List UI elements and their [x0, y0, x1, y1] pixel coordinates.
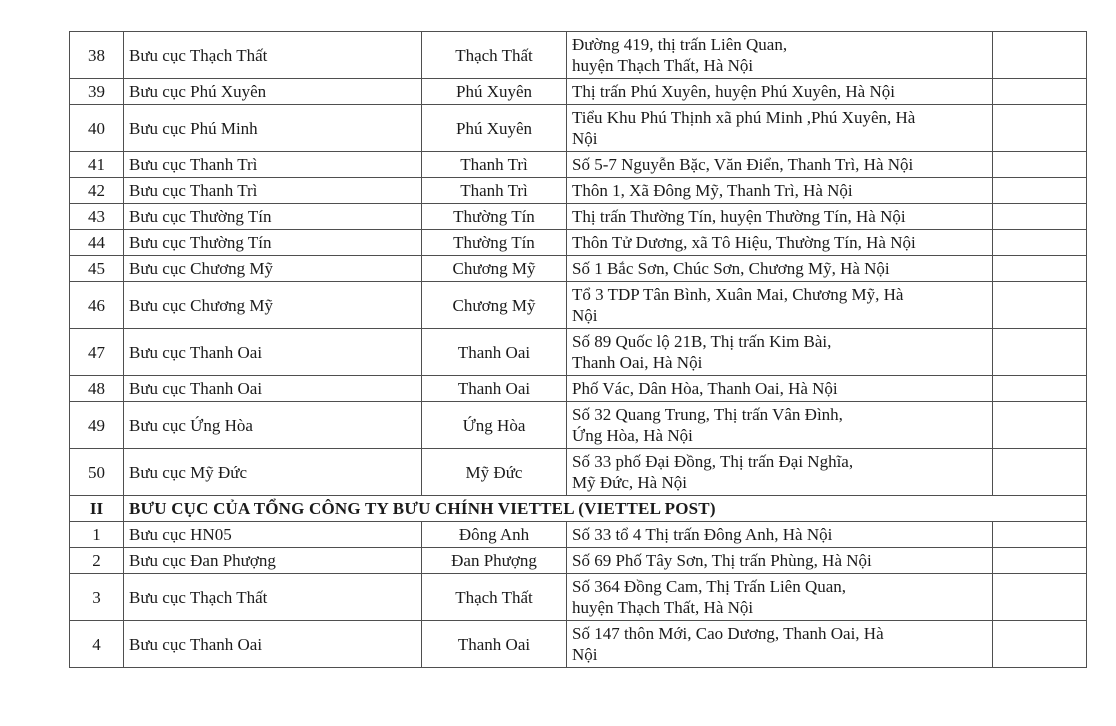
- office-name-cell: Bưu cục Thường Tín: [124, 230, 422, 256]
- row-number-cell: 48: [70, 376, 124, 402]
- office-name-cell: Bưu cục Thanh Trì: [124, 152, 422, 178]
- address-cell: [567, 152, 993, 178]
- address-line: huyện Thạch Thất, Hà Nội: [572, 598, 754, 617]
- notes-cell: [993, 152, 1087, 178]
- notes-cell: [993, 621, 1087, 668]
- office-name-cell: Bưu cục Phú Xuyên: [124, 79, 422, 105]
- address-line: Số 1 Bắc Sơn, Chúc Sơn, Chương Mỹ, Hà Nội: [572, 259, 890, 278]
- district-cell: Thạch Thất: [422, 574, 567, 621]
- address-line: Số 69 Phố Tây Sơn, Thị trấn Phùng, Hà Nội: [572, 551, 872, 570]
- notes-cell: [993, 376, 1087, 402]
- notes-cell: [993, 449, 1087, 496]
- table-row: [70, 32, 1087, 79]
- district-cell: Thường Tín: [422, 204, 567, 230]
- address-line: Số 32 Quang Trung, Thị trấn Vân Đình,: [572, 405, 843, 424]
- office-name-cell: Bưu cục Thạch Thất: [124, 574, 422, 621]
- district-cell: Phú Xuyên: [422, 105, 567, 152]
- notes-cell: [993, 282, 1087, 329]
- notes-cell: [993, 204, 1087, 230]
- office-name-cell: Bưu cục HN05: [124, 522, 422, 548]
- row-number-cell: 49: [70, 402, 124, 449]
- address-line: Số 147 thôn Mới, Cao Dương, Thanh Oai, Hà: [572, 624, 884, 643]
- address-line: Số 33 phố Đại Đồng, Thị trấn Đại Nghĩa,: [572, 452, 854, 471]
- post-office-table-body: [70, 32, 1087, 668]
- office-name-cell: Bưu cục Thanh Oai: [124, 329, 422, 376]
- address-line: Tổ 3 TDP Tân Bình, Xuân Mai, Chương Mỹ, Hà: [572, 285, 904, 304]
- table-row: [70, 522, 1087, 548]
- notes-cell: [993, 79, 1087, 105]
- post-office-table: [69, 31, 1087, 668]
- address-cell: [567, 376, 993, 402]
- district-cell: Thanh Trì: [422, 178, 567, 204]
- address-line: Số 89 Quốc lộ 21B, Thị trấn Kim Bài,: [572, 332, 832, 351]
- row-number-cell: 43: [70, 204, 124, 230]
- row-number-cell: 41: [70, 152, 124, 178]
- notes-cell: [993, 329, 1087, 376]
- row-number-cell: 46: [70, 282, 124, 329]
- address-line: Đường 419, thị trấn Liên Quan,: [572, 35, 788, 54]
- address-line: Phố Vác, Dân Hòa, Thanh Oai, Hà Nội: [572, 379, 838, 398]
- table-row: [70, 79, 1087, 105]
- row-number-cell: 3: [70, 574, 124, 621]
- table-row: [70, 204, 1087, 230]
- address-line: Thôn 1, Xã Đông Mỹ, Thanh Trì, Hà Nội: [572, 181, 853, 200]
- district-cell: Chương Mỹ: [422, 282, 567, 329]
- notes-cell: [993, 548, 1087, 574]
- address-line: Nội: [572, 129, 598, 148]
- address-line: Ứng Hòa, Hà Nội: [572, 426, 693, 445]
- address-line: Nội: [572, 306, 598, 325]
- address-line: Tiểu Khu Phú Thịnh xã phú Minh ,Phú Xuyên, Hà: [572, 108, 916, 127]
- notes-cell: [993, 402, 1087, 449]
- row-number-cell: 42: [70, 178, 124, 204]
- table-row: [70, 329, 1087, 376]
- address-cell: [567, 548, 993, 574]
- table-row: [70, 449, 1087, 496]
- address-cell: [567, 256, 993, 282]
- district-cell: Chương Mỹ: [422, 256, 567, 282]
- address-line: Số 5-7 Nguyễn Bặc, Văn Điển, Thanh Trì, Hà Nội: [572, 155, 914, 174]
- row-number-cell: 50: [70, 449, 124, 496]
- office-name-cell: Bưu cục Mỹ Đức: [124, 449, 422, 496]
- address-line: huyện Thạch Thất, Hà Nội: [572, 56, 754, 75]
- address-cell: [567, 574, 993, 621]
- row-number-cell: 1: [70, 522, 124, 548]
- notes-cell: [993, 522, 1087, 548]
- address-cell: [567, 329, 993, 376]
- table-row: [70, 105, 1087, 152]
- table-row: [70, 178, 1087, 204]
- office-name-cell: Bưu cục Ứng Hòa: [124, 402, 422, 449]
- notes-cell: [993, 105, 1087, 152]
- row-number-cell: 4: [70, 621, 124, 668]
- section-number-cell: II: [70, 496, 124, 522]
- address-line: Thị trấn Phú Xuyên, huyện Phú Xuyên, Hà Nội: [572, 82, 895, 101]
- row-number-cell: 39: [70, 79, 124, 105]
- section-header-row: [70, 496, 1087, 522]
- row-number-cell: 45: [70, 256, 124, 282]
- table-row: [70, 548, 1087, 574]
- address-cell: [567, 282, 993, 329]
- office-name-cell: Bưu cục Đan Phượng: [124, 548, 422, 574]
- address-cell: [567, 178, 993, 204]
- address-line: Thôn Tử Dương, xã Tô Hiệu, Thường Tín, Hà Nội: [572, 233, 916, 252]
- address-cell: [567, 522, 993, 548]
- office-name-cell: Bưu cục Phú Minh: [124, 105, 422, 152]
- row-number-cell: 40: [70, 105, 124, 152]
- address-cell: [567, 230, 993, 256]
- address-line: Số 364 Đồng Cam, Thị Trấn Liên Quan,: [572, 577, 847, 596]
- address-line: Thị trấn Thường Tín, huyện Thường Tín, Hà Nội: [572, 207, 906, 226]
- address-cell: [567, 621, 993, 668]
- district-cell: Thanh Trì: [422, 152, 567, 178]
- table-row: [70, 256, 1087, 282]
- row-number-cell: 44: [70, 230, 124, 256]
- office-name-cell: Bưu cục Thanh Oai: [124, 621, 422, 668]
- row-number-cell: 2: [70, 548, 124, 574]
- office-name-cell: Bưu cục Thạch Thất: [124, 32, 422, 79]
- address-cell: [567, 79, 993, 105]
- table-row: [70, 282, 1087, 329]
- row-number-cell: 47: [70, 329, 124, 376]
- district-cell: Thường Tín: [422, 230, 567, 256]
- table-row: [70, 376, 1087, 402]
- section-title-cell: BƯU CỤC CỦA TỔNG CÔNG TY BƯU CHÍNH VIETTEL (VIETTEL POST): [124, 496, 1087, 522]
- table-row: [70, 574, 1087, 621]
- office-name-cell: Bưu cục Thanh Oai: [124, 376, 422, 402]
- table-row: [70, 621, 1087, 668]
- district-cell: Thanh Oai: [422, 376, 567, 402]
- notes-cell: [993, 574, 1087, 621]
- notes-cell: [993, 256, 1087, 282]
- table-row: [70, 402, 1087, 449]
- table-row: [70, 152, 1087, 178]
- address-cell: [567, 105, 993, 152]
- address-cell: [567, 402, 993, 449]
- notes-cell: [993, 32, 1087, 79]
- address-cell: [567, 32, 993, 79]
- address-cell: [567, 449, 993, 496]
- office-name-cell: Bưu cục Thanh Trì: [124, 178, 422, 204]
- address-line: Thanh Oai, Hà Nội: [572, 353, 703, 372]
- table-row: [70, 230, 1087, 256]
- address-line: Nội: [572, 645, 598, 664]
- district-cell: Phú Xuyên: [422, 79, 567, 105]
- address-line: Số 33 tổ 4 Thị trấn Đông Anh, Hà Nội: [572, 525, 833, 544]
- district-cell: Thanh Oai: [422, 621, 567, 668]
- office-name-cell: Bưu cục Thường Tín: [124, 204, 422, 230]
- notes-cell: [993, 230, 1087, 256]
- row-number-cell: 38: [70, 32, 124, 79]
- address-line: Mỹ Đức, Hà Nội: [572, 473, 687, 492]
- office-name-cell: Bưu cục Chương Mỹ: [124, 256, 422, 282]
- office-name-cell: Bưu cục Chương Mỹ: [124, 282, 422, 329]
- district-cell: Đan Phượng: [422, 548, 567, 574]
- district-cell: Thạch Thất: [422, 32, 567, 79]
- notes-cell: [993, 178, 1087, 204]
- district-cell: Ứng Hòa: [422, 402, 567, 449]
- district-cell: Thanh Oai: [422, 329, 567, 376]
- district-cell: Mỹ Đức: [422, 449, 567, 496]
- address-cell: [567, 204, 993, 230]
- district-cell: Đông Anh: [422, 522, 567, 548]
